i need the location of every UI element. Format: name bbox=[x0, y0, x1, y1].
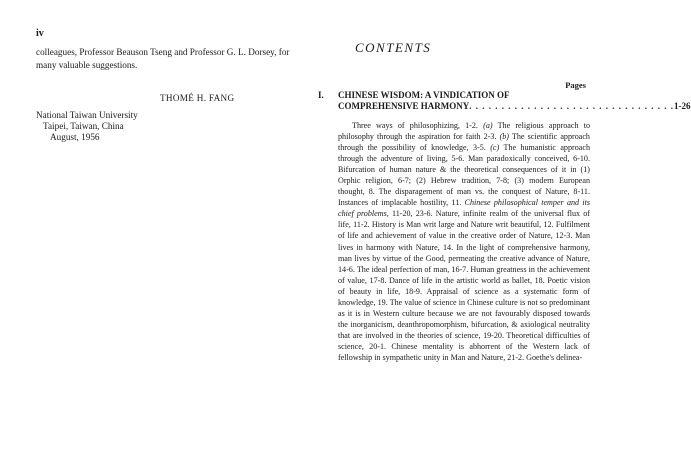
address-line-city: Taipei, Taiwan, China bbox=[43, 121, 124, 131]
summary-part-5: 11-20, 23-6. Nature, infinite realm of the universal flux of life, 11-2. History is Man writ large and Nature writ beautiful, 12. Fulfilment of life and achievement of value in the creative order of Nature, 12-3. Man lives in harmony with Nature, 14. In the light of comprehensive harmony, man lives by virtue of the Good, permeating the creative advance of Nature, 14-6. The ideal perfection of man, 16-7. Human greatness in the achievement of value, 17-8. Dance of life in the artistic world as ballet, 18. Poetic vision of beauty in life, 18-9. Appraisal of science as a systematic form of knowledge, 19. The value of science in Chinese culture is not so predominant as it is in Western culture because we are not favourably disposed towards the inorganicism, deanthropomorphism, bifurcation, & axiological neutrality that are involved in the theories of science, 19-20. Theoretical difficulties of science, 20-1. Chinese mentality is abhorrent of the Western lack of fellowship in sympathetic unity in Man and Nature, 21-2. Goethe's delinea- bbox=[338, 209, 590, 362]
chapter-title[interactable] bbox=[338, 90, 691, 112]
dot-leader: . . . . . . . . . . . . . . . . . . . . . . . . . . . . . . . . bbox=[469, 101, 675, 111]
chapter-pages: 1-26 bbox=[674, 101, 691, 111]
left-page bbox=[0, 0, 300, 451]
summary-part-4: The humanistic approach through the adventure of living, 5-6. Man paradoxically conceived, 6-10. Bifurcation of human nature & the theoretical consequences of it in (1) Orphic religion, 6-7; (2) Hebrew tradition, 7-8; (3) modern European thought, 8. The disparagement of man vs. the conquest of Nature, 8-11. Instances of implacable hostility, 11. bbox=[338, 143, 591, 208]
chapter-title-line2 bbox=[338, 101, 691, 112]
summary-part-3: The scientific approach through the possibility of knowledge, 3-5. bbox=[338, 132, 590, 153]
chapter-title-line2-text: COMPREHENSIVE HARMONY bbox=[338, 101, 470, 111]
chapter-number: I. bbox=[318, 90, 324, 100]
summary-italic-c: (c) bbox=[490, 143, 500, 153]
chapter-title-line1: CHINESE WISDOM: A VINDICATION OF bbox=[338, 90, 510, 100]
contents-heading: CONTENTS bbox=[355, 40, 432, 55]
page-number: iv bbox=[36, 28, 44, 39]
chapter-summary bbox=[338, 120, 590, 363]
summary-italic-b: (b) bbox=[499, 132, 509, 142]
address-line-date: August, 1956 bbox=[50, 132, 100, 142]
summary-italic-a: (a) bbox=[483, 121, 493, 130]
right-page bbox=[300, 0, 691, 451]
address-line-institution: National Taiwan University bbox=[36, 110, 138, 120]
summary-part-1: Three ways of philosophizing, 1-2. bbox=[352, 121, 484, 130]
summary-part-2: The religious approach to philosophy through the aspiration for faith 2-3. bbox=[338, 121, 591, 142]
pages-column-label: Pages bbox=[565, 80, 586, 90]
author-signature: THOMÉ H. FANG bbox=[160, 93, 235, 103]
acknowledgment-text: colleagues, Professor Beauson Tseng and Professor G. L. Dorsey, for many valuable suggestions. bbox=[36, 47, 290, 70]
summary-italic-temper: Chinese philosophical temper and its chief problems, bbox=[338, 198, 591, 219]
author-address bbox=[36, 110, 138, 143]
